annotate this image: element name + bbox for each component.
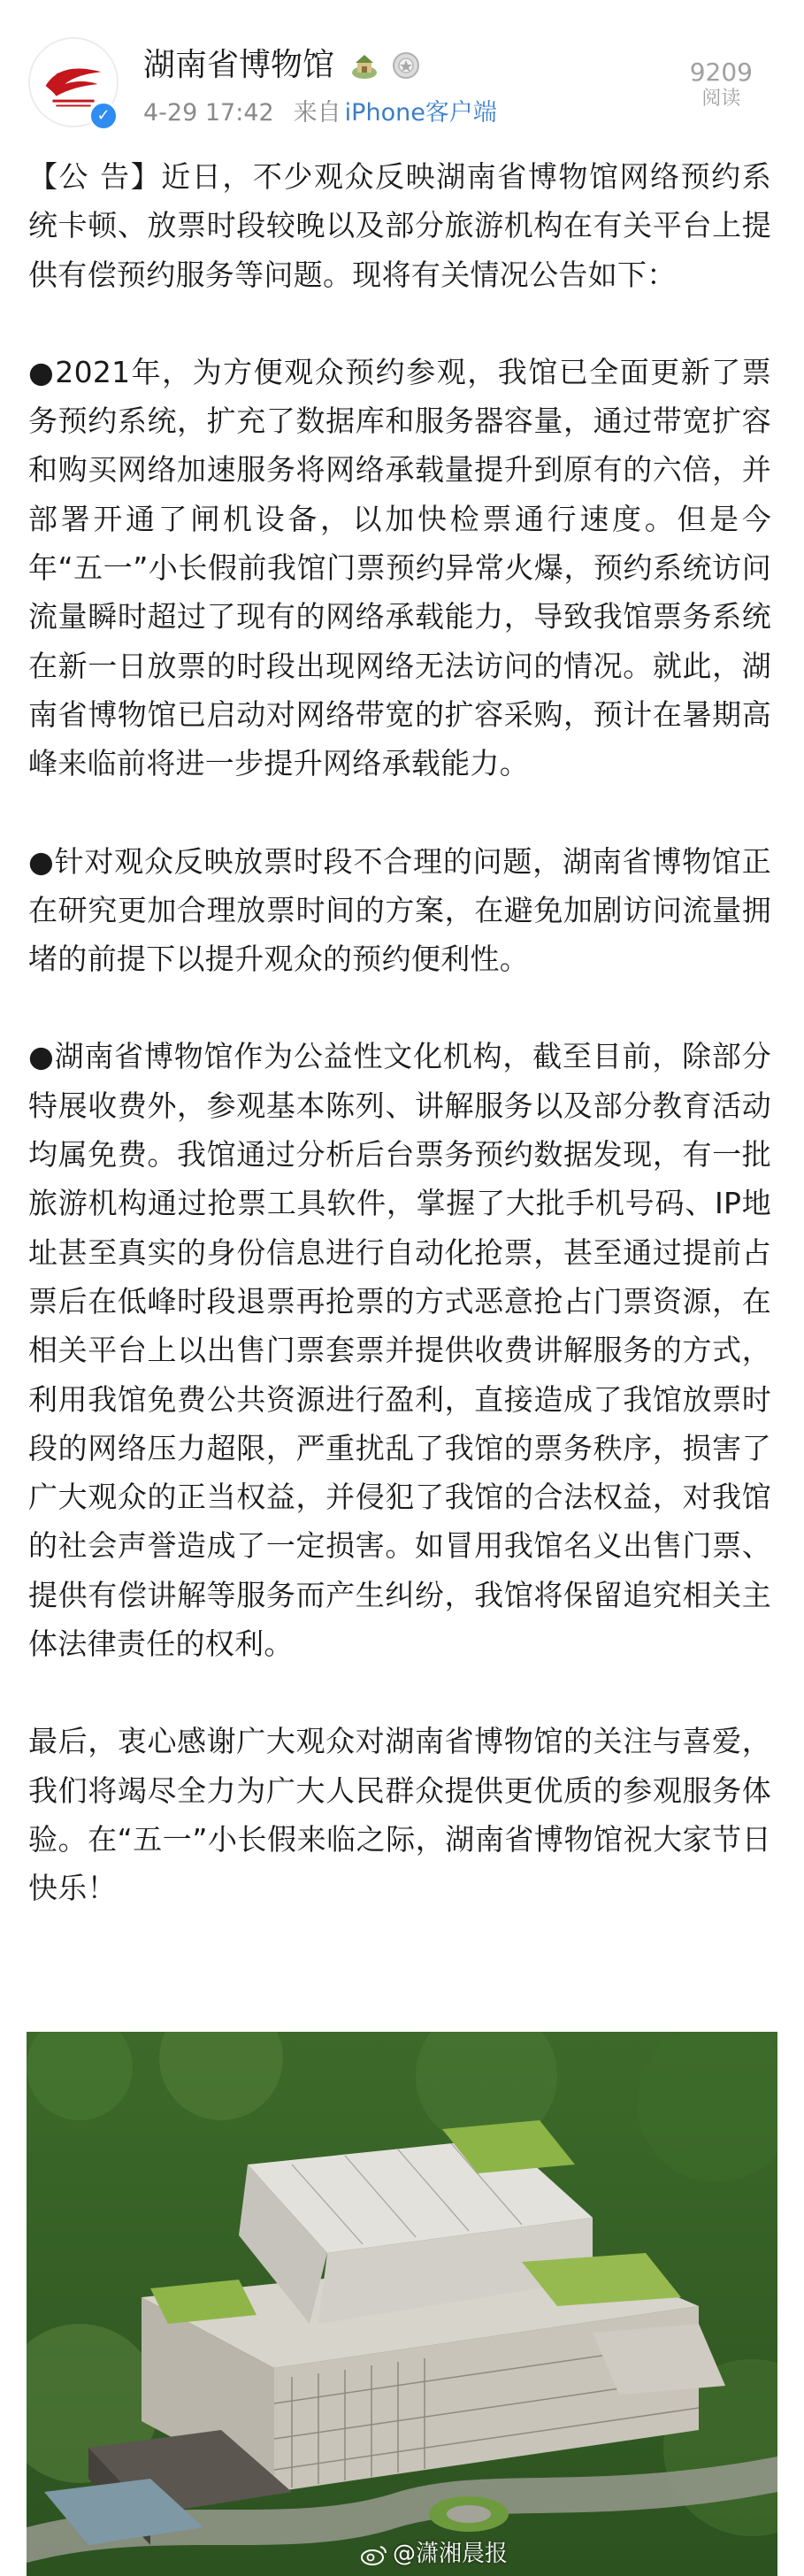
read-counter <box>690 58 753 111</box>
announcement-closing: 最后，衷心感谢广大观众对湖南省博物馆的关注与喜爱，我们将竭尽全力为广大人民群众提供更优质的参观服务体验。在“五一”小长假来临之际，湖南省博物馆祝大家节日快乐！ <box>28 1724 771 1906</box>
museum-badge-icon[interactable] <box>348 50 380 81</box>
post-body <box>28 152 771 1962</box>
verified-badge-icon: ✓ <box>88 101 119 131</box>
announcement-point-system: ●2021年，为方便观众预约参观，我馆已全面更新了票务预约系统，扩充了数据库和服务器容量，通过带宽扩容和购买网络加速服务将网络承载量提升到原有的六倍，并部署开通了闸机设备，以加快检票通行速度。但是今年“五一”小长假前我馆门票预约异常火爆，预约系统访问流量瞬时超过了现有的网络承载能力，导致我馆票务系统在新一日放票的时段出现网络无法访问的情况。就此，湖南省博物馆已启动对网络带宽的扩容采购，预计在暑期高峰来临前将进一步提升网络承载能力。 <box>28 354 771 781</box>
watermark-text: @潇湘晨报 <box>393 2541 509 2567</box>
post-header <box>0 0 804 150</box>
announcement-point-scalpers: ●湖南省博物馆作为公益性文化机构，截至目前，除部分特展收费外，参观基本陈列、讲解服务以及部分教育活动均属免费。我馆通过分析后台票务预约数据发现，有一批旅游机构通过抢票工具软件，掌握了大批手机号码、IP地址甚至真实的身份信息进行自动化抢票，甚至通过提前占票后在低峰时段退票再抢票的方式恶意抢占门票资源，在相关平台上以出售门票套票并提供收费讲解服务的方式，利用我馆免费公共资源进行盈利，直接造成了我馆放票时段的网络压力超限，严重扰乱了我馆的票务秩序，损害了广大观众的正当权益，并侵犯了我馆的合法权益，对我馆的社会声誉造成了一定损害。如冒用我馆名义出售门票、提供有偿讲解等服务而产生纠纷，我馆将保留追究相关主体法律责任的权利。 <box>28 1039 771 1662</box>
museum-aerial-photo <box>27 2032 777 2576</box>
client-link[interactable]: iPhone客户端 <box>344 99 497 127</box>
museum-photo[interactable] <box>27 2032 777 2576</box>
post-timestamp: 4-29 17:42 <box>143 99 274 127</box>
read-label: 阅读 <box>701 88 741 110</box>
watermark <box>361 2535 508 2568</box>
account-name[interactable]: 湖南省博物馆 <box>143 47 335 83</box>
post-meta <box>143 97 497 129</box>
medal-badge-icon[interactable] <box>390 50 422 81</box>
weibo-logo-icon <box>361 2544 387 2565</box>
badge-icons <box>348 50 427 85</box>
source-label: 来自 <box>293 99 341 127</box>
announcement-intro: 【公 告】近日，不少观众反映湖南省博物馆网络预约系统卡顿、放票时段较晚以及部分旅游机构在有关平台上提供有偿预约服务等问题。现将有关情况公告如下： <box>28 159 771 292</box>
announcement-point-schedule: ●针对观众反映放票时段不合理的问题，湖南省博物馆正在研究更加合理放票时间的方案，在避免加剧访问流量拥堵的前提下以提升观众的预约便利性。 <box>28 843 771 977</box>
read-count: 9209 <box>689 58 753 87</box>
